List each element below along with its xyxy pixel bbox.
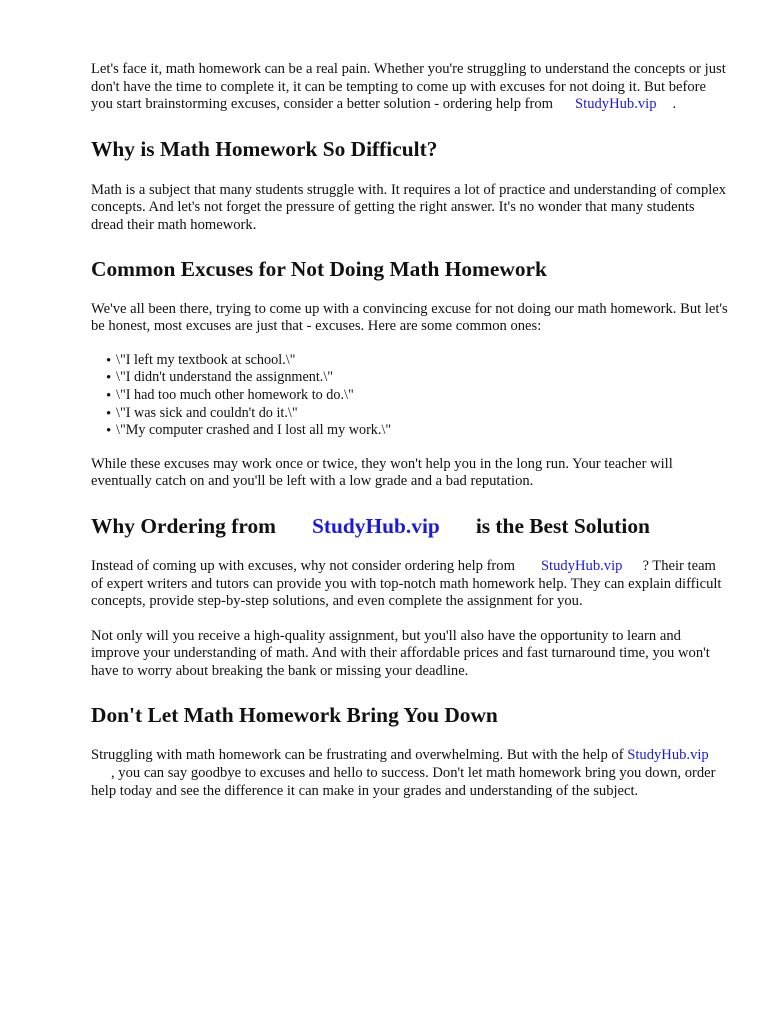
list-item: • \"I was sick and couldn't do it.\" xyxy=(107,405,728,423)
list-item: • \"My computer crashed and I lost all my work.\" xyxy=(107,422,728,440)
struggling-text-after: , you can say goodbye to excuses and hello to success. Don't let math homework bring you down, order help today and see the difference it can make in your grades and understanding of the subject. xyxy=(91,765,716,799)
list-item: • \"I didn't understand the assignment.\" xyxy=(107,369,728,387)
paragraph-why-difficult: Math is a subject that many students struggle with. It requires a lot of practice and understanding of complex concepts. And let's not forget the pressure of getting the right answer. It's no wonder that many students dread their math homework. xyxy=(91,181,727,233)
intro-period: . xyxy=(672,96,677,113)
studyhub-link-closing[interactable]: StudyHub.vip xyxy=(627,747,709,764)
struggling-text: Struggling with math homework can be frustrating and overwhelming. But with the help of xyxy=(91,747,624,764)
heading-why-ordering xyxy=(91,513,728,539)
paragraph-excuses-closing: While these excuses may work once or twice, they won't help you in the long run. Your teacher will eventually catch on and you'll be left with a low grade and a bad reputation. xyxy=(91,455,673,490)
instead-text-after: ? Their team of expert writers and tutors can provide you with top-notch math homework help. They can explain difficult concepts, provide step-by-step solutions, and even complete the assignment for you. xyxy=(91,557,722,610)
list-item: • \"I left my textbook at school.\" xyxy=(107,352,728,370)
heading-ordering-before: Why Ordering from xyxy=(91,513,276,538)
heading-why-difficult: Why is Math Homework So Difficult? xyxy=(91,136,438,161)
intro-paragraph xyxy=(91,61,728,114)
paragraph-instead xyxy=(91,558,728,611)
paragraph-common-excuses: We've all been there, trying to come up with a convincing excuse for not doing our math homework. But let's be honest, most excuses are just that - excuses. Here are some common ones: xyxy=(91,300,728,335)
studyhub-link-heading[interactable]: StudyHub.vip xyxy=(311,513,440,538)
studyhub-link-intro[interactable]: StudyHub.vip xyxy=(575,96,657,113)
heading-dont-let: Don't Let Math Homework Bring You Down xyxy=(91,703,498,728)
list-item: • \"I had too much other homework to do.\" xyxy=(107,387,728,405)
instead-text: Instead of coming up with excuses, why not consider ordering help from xyxy=(91,557,515,574)
paragraph-struggling xyxy=(91,747,728,800)
intro-text: Let's face it, math homework can be a real pain. Whether you're struggling to understand the concepts or just don't have the time to complete it, it can be tempting to come up with excuses for not doing it. But before you start brainstorming excuses, consider a better solution - ordering help from xyxy=(91,61,726,113)
excuses-list xyxy=(91,352,728,440)
studyhub-link-instead[interactable]: StudyHub.vip xyxy=(540,557,623,574)
heading-common-excuses: Common Excuses for Not Doing Math Homework xyxy=(91,256,547,281)
heading-ordering-after: is the Best Solution xyxy=(475,513,650,538)
paragraph-not-only: Not only will you receive a high-quality assignment, but you'll also have the opportunity to learn and improve your understanding of math. And with their affordable prices and fast turnaround time, you won't have to worry about breaking the bank or missing your deadline. xyxy=(91,627,710,679)
